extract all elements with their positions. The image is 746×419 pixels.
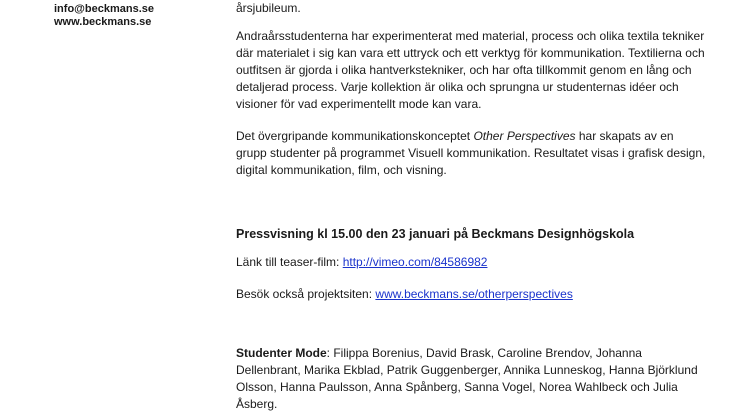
contact-sidebar: [54, 3, 154, 29]
partial-line: årsjubileum.: [236, 1, 301, 15]
contact-email[interactable]: info@beckmans.se: [54, 3, 154, 15]
paragraph-concept-text-after: har skapats av en grupp studenter på programmet Visuell kommunikation. Resultatet visas i grafisk design, digital kommunikation, film, och visning.: [236, 129, 706, 177]
teaser-link[interactable]: http://vimeo.com/84586982: [342, 255, 488, 269]
concept-title: Other Perspectives: [473, 129, 576, 143]
press-viewing-heading: Pressvisning kl 15.00 den 23 januari på Beckmans Designhögskola: [236, 227, 635, 241]
contact-website[interactable]: www.beckmans.se: [54, 16, 152, 28]
project-line: [236, 286, 573, 303]
teaser-label: Länk till teaser-film:: [236, 255, 343, 269]
students-list: : Filippa Borenius, David Brask, Caroline Brendov, Johanna Dellenbrant, Marika Ekblad, Patrik Guggenberger, Annika Lunneskog, Hanna Björklund Olsson, Hanna Paulsson, Anna Spånberg, Sanna Vogel, Norea Wahlbeck och Julia Åsberg.: [236, 346, 698, 411]
paragraph-concept: [236, 128, 706, 179]
students-paragraph: [236, 345, 706, 413]
project-label: Besök också projektsiten:: [236, 287, 376, 301]
paragraph-concept-text-before: Det övergripande kommunikationskonceptet: [236, 129, 474, 143]
project-link[interactable]: www.beckmans.se/otherperspectives: [375, 287, 573, 301]
students-label: Studenter Mode: [236, 346, 327, 360]
teaser-line: [236, 254, 487, 271]
paragraph-experiment: Andraårsstudenterna har experimenterat med material, process och olika textila tekniker där materialet i sig kan vara ett uttryck och ett verktyg för kommunikation. Textilierna och outfitsen är gjorda i olika hantverkstekniker, och har ofta tillkommit genom en lång och detaljerad process. Varje kollektion är olika och sprungna ur studenternas idéer och visioner för vad experimentellt mode kan vara.: [236, 29, 705, 111]
